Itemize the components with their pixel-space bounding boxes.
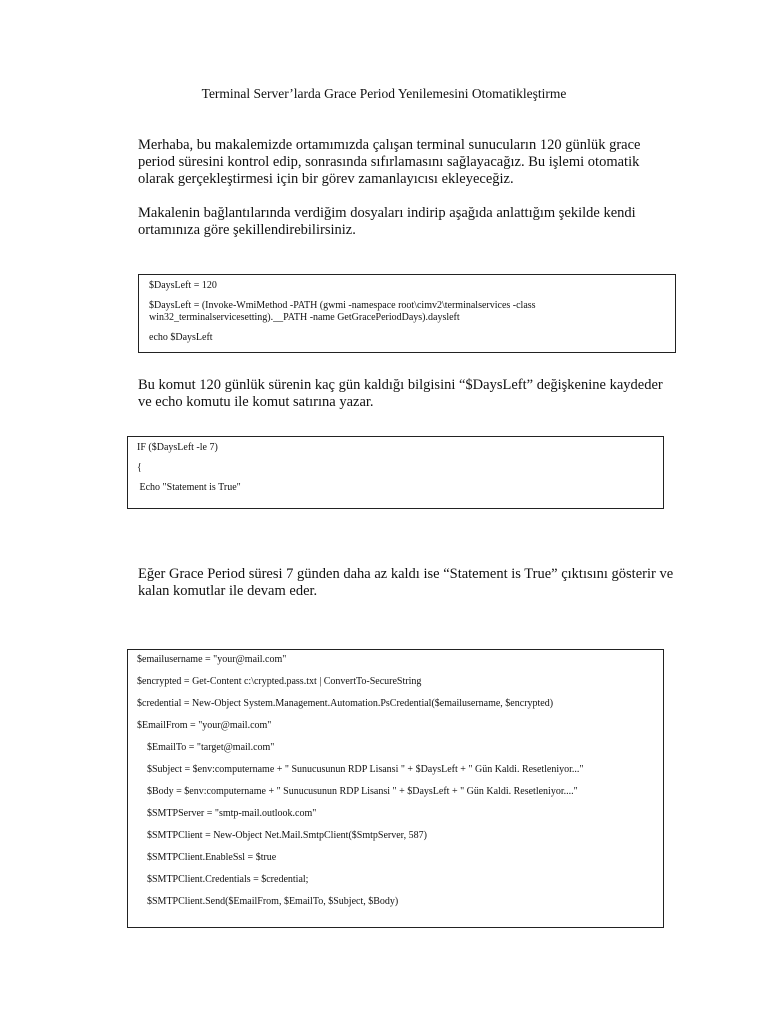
- code-line: $SMTPClient = New-Object Net.Mail.SmtpClient($SmtpServer, 587): [137, 830, 427, 841]
- code-line: $DaysLeft = (Invoke-WmiMethod -PATH (gwmi -namespace root\cimv2\terminalservices -class win32_terminalservicesetting).__PATH -name GetGracePeriodDays).daysleft: [149, 300, 536, 323]
- code-line: $SMTPClient.Send($EmailFrom, $EmailTo, $Subject, $Body): [137, 896, 399, 907]
- intro-paragraph-2: Makalenin bağlantılarında verdiğim dosyaları indirip aşağıda anlattığım şekilde kendi ortamınıza göre şekillendirebilirsiniz.: [138, 205, 636, 238]
- intro-paragraph-1: Merhaba, bu makalemizde ortamımızda çalışan terminal sunucuların 120 günlük grace period süresini kontrol edip, sonrasında sıfırlamasını sağlayacağız. Bu işlemi otomatik olarak gerçekleştirmesi için bir görev zamanlayıcısı ekleyeceğiz.: [138, 137, 641, 187]
- code-box-2: [127, 436, 664, 509]
- code-line: $emailusername = "your@mail.com": [137, 654, 287, 665]
- code-line: $SMTPClient.Credentials = $credential;: [137, 874, 309, 885]
- document-title: Terminal Server’larda Grace Period Yenilemesini Otomatikleştirme: [201, 86, 567, 101]
- code-line: $EmailFrom = "your@mail.com": [137, 720, 272, 731]
- code-box-1: [138, 274, 676, 353]
- code-line: $Subject = $env:computername + " Sunucusunun RDP Lisansi " + $DaysLeft + " Gün Kaldi. Resetleniyor...": [137, 764, 584, 775]
- code-line: $SMTPClient.EnableSsl = $true: [137, 852, 277, 863]
- code-line: $EmailTo = "target@mail.com": [137, 742, 275, 753]
- code-line: $SMTPServer = "smtp-mail.outlook.com": [137, 808, 317, 819]
- code-line: $encrypted = Get-Content c:\crypted.pass.txt | ConvertTo-SecureString: [137, 676, 422, 687]
- code-box-3: [127, 649, 664, 928]
- code-line: $Body = $env:computername + " Sunucusunun RDP Lisansi " + $DaysLeft + " Gün Kaldi. Resetleniyor....": [137, 786, 578, 797]
- code-line: IF ($DaysLeft -le 7): [137, 442, 218, 453]
- code-line: echo $DaysLeft: [149, 332, 213, 343]
- explanation-paragraph-2: Eğer Grace Period süresi 7 günden daha az kaldı ise “Statement is True” çıktısını gösterir ve kalan komutlar ile devam eder.: [138, 566, 674, 599]
- code-line: $credential = New-Object System.Management.Automation.PsCredential($emailusername, $encrypted): [137, 698, 554, 709]
- code-line: Echo "Statement is True": [137, 482, 241, 493]
- code-line: {: [137, 462, 142, 473]
- explanation-paragraph-1: Bu komut 120 günlük sürenin kaç gün kaldığı bilgisini “$DaysLeft” değişkenine kaydeder ve echo komutu ile komut satırına yazar.: [138, 377, 663, 410]
- code-line: $DaysLeft = 120: [149, 280, 217, 291]
